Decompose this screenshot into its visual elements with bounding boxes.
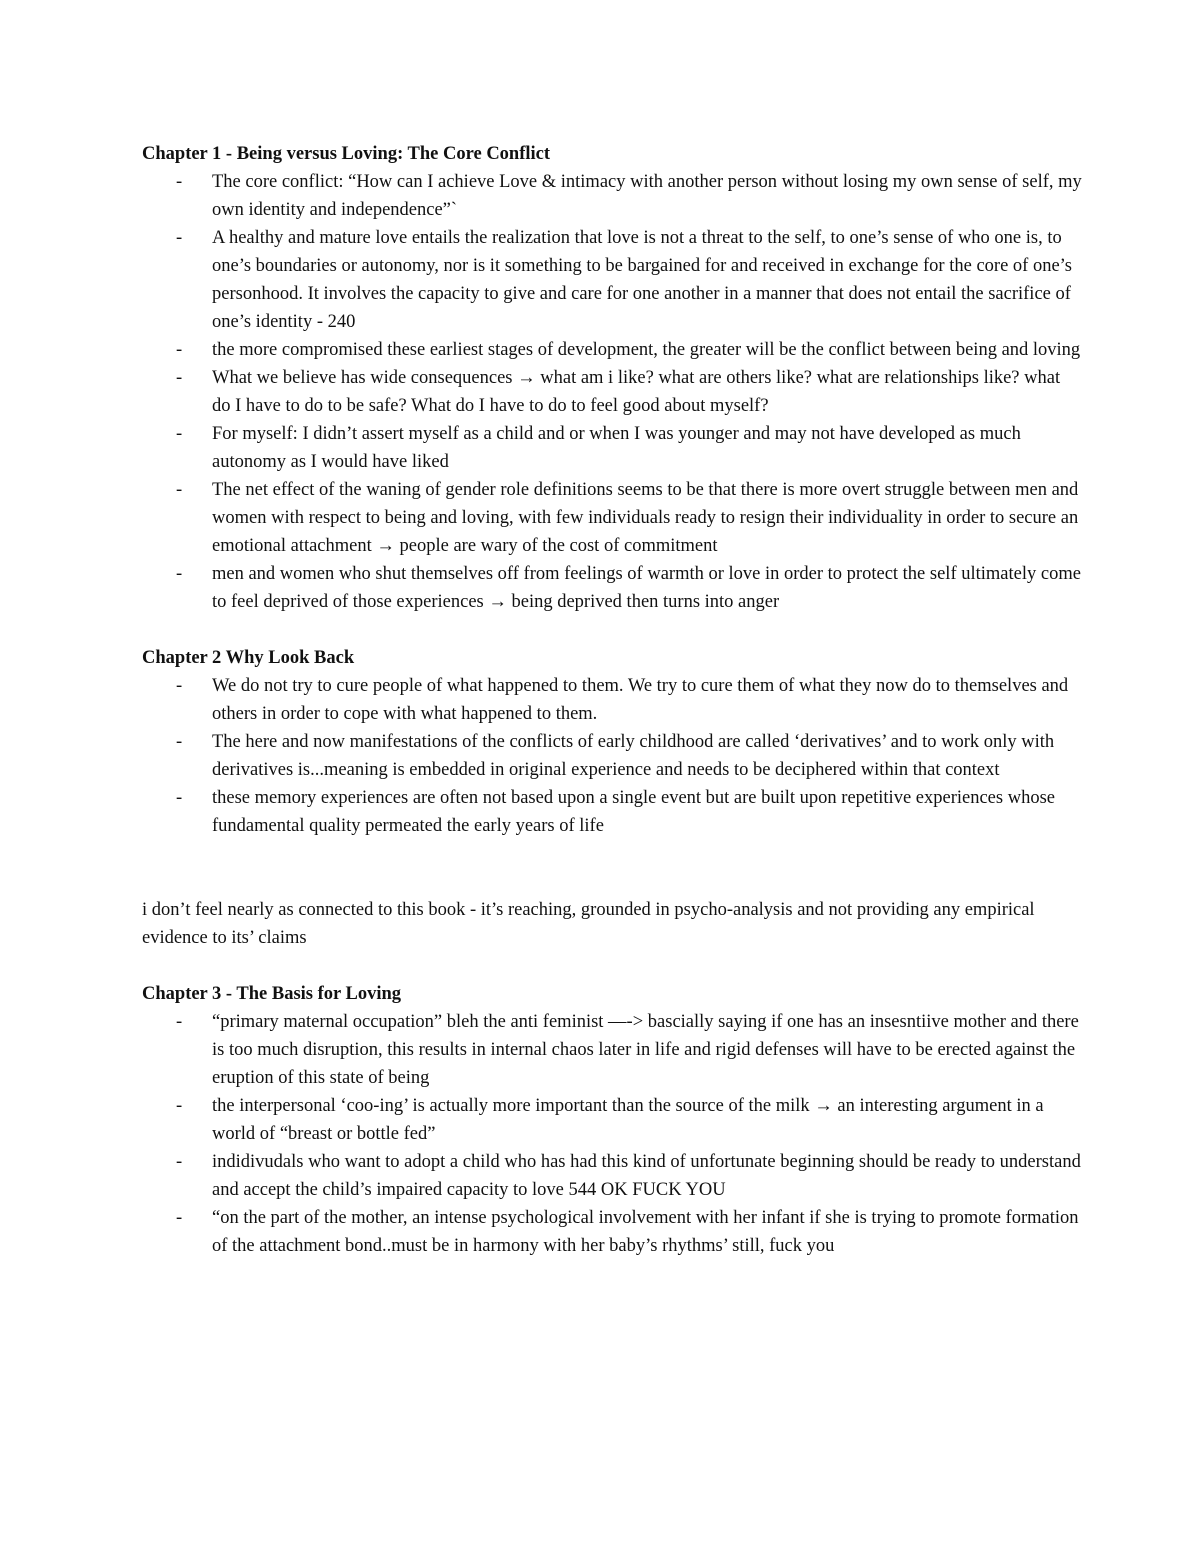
bullet-dash: - — [176, 172, 183, 192]
list-item-text: “primary maternal occupation” bleh the anti feminist —-> bascially saying if one has an insesntiive mother and there is too much disruption, this results in internal chaos later in life and rigid defenses will have to be erected against the eruption of this state of being — [212, 1012, 1079, 1088]
list-item — [142, 364, 1082, 420]
bullet-dash: - — [176, 1096, 183, 1116]
list-item — [142, 420, 1082, 476]
list-item-text: A healthy and mature love entails the realization that love is not a threat to the self, to one’s sense of who one is, to one’s boundaries or autonomy, nor is it something to be bargained for and received in exchange for the core of one’s personhood. It involves the capacity to give and care for one another in a manner that does not entail the sacrifice of one’s identity - 240 — [212, 228, 1072, 332]
bullet-dash: - — [176, 676, 183, 696]
bullet-dash: - — [176, 788, 183, 808]
list-item — [142, 1092, 1082, 1148]
chapter-2-list — [142, 672, 1082, 840]
bullet-dash: - — [176, 340, 183, 360]
list-item — [142, 1204, 1082, 1260]
bullet-dash: - — [176, 1152, 183, 1172]
list-item-text: What we believe has wide consequences → what am i like? what are others like? what are relationships like? what do I have to do to be safe? What do I have to do to feel good about myself? — [212, 368, 1061, 416]
chapter-2-heading: Chapter 2 Why Look Back — [142, 648, 355, 668]
list-item — [142, 336, 1082, 364]
list-item-text: The net effect of the waning of gender role definitions seems to be that there is more overt struggle between men and women with respect to being and loving, with few individuals ready to resign their individuality in order to secure an emotional attachment → people are wary of the cost of commitment — [212, 480, 1079, 556]
bullet-dash: - — [176, 1012, 183, 1032]
bullet-dash: - — [176, 424, 183, 444]
chapter-1-list — [142, 168, 1082, 616]
document-body — [142, 140, 1082, 1260]
chapter-3-heading: Chapter 3 - The Basis for Loving — [142, 984, 402, 1004]
list-item — [142, 476, 1082, 560]
list-item-text: We do not try to cure people of what happened to them. We try to cure them of what they now do to themselves and others in order to cope with what happened to them. — [212, 676, 1069, 724]
list-item-text: The here and now manifestations of the conflicts of early childhood are called ‘derivatives’ and to work only with derivatives is...meaning is embedded in original experience and needs to be deciphered within that context — [212, 732, 1055, 780]
list-item — [142, 560, 1082, 616]
list-item-text: men and women who shut themselves off from feelings of warmth or love in order to protect the self ultimately come to feel deprived of those experiences → being deprived then turns into anger — [212, 564, 1081, 612]
list-item — [142, 1148, 1082, 1204]
list-item — [142, 784, 1082, 840]
bullet-dash: - — [176, 564, 183, 584]
list-item-text: “on the part of the mother, an intense psychological involvement with her infant if she is trying to promote formation of the attachment bond..must be in harmony with her baby’s rhythms’ still, fuck you — [212, 1208, 1079, 1256]
list-item-text: The core conflict: “How can I achieve Love & intimacy with another person without losing my own sense of self, my own identity and independence”` — [212, 172, 1082, 220]
bullet-dash: - — [176, 732, 183, 752]
list-item — [142, 728, 1082, 784]
chapter-1-heading: Chapter 1 - Being versus Loving: The Core Conflict — [142, 144, 551, 164]
section-gap — [142, 840, 1082, 896]
list-item — [142, 1008, 1082, 1092]
chapter-3-list — [142, 1008, 1082, 1260]
list-item-text: these memory experiences are often not based upon a single event but are built upon repetitive experiences whose fundamental quality permeated the early years of life — [212, 788, 1055, 836]
list-item-text: the interpersonal ‘coo-ing’ is actually more important than the source of the milk → an interesting argument in a world of “breast or bottle fed” — [212, 1096, 1044, 1144]
section-gap — [142, 952, 1082, 980]
reader-note: i don’t feel nearly as connected to this book - it’s reaching, grounded in psycho-analysis and not providing any empirical evidence to its’ claims — [142, 900, 1035, 948]
bullet-dash: - — [176, 368, 183, 388]
section-gap — [142, 616, 1082, 644]
bullet-dash: - — [176, 480, 183, 500]
bullet-dash: - — [176, 228, 183, 248]
list-item — [142, 224, 1082, 336]
list-item-text: indidivudals who want to adopt a child who has had this kind of unfortunate beginning should be ready to understand and accept the child’s impaired capacity to love 544 OK FUCK YOU — [212, 1152, 1081, 1200]
bullet-dash: - — [176, 1208, 183, 1228]
list-item — [142, 672, 1082, 728]
list-item — [142, 168, 1082, 224]
list-item-text: For myself: I didn’t assert myself as a child and or when I was younger and may not have developed as much autonomy as I would have liked — [212, 424, 1021, 472]
list-item-text: the more compromised these earliest stages of development, the greater will be the conflict between being and loving — [212, 340, 1081, 360]
